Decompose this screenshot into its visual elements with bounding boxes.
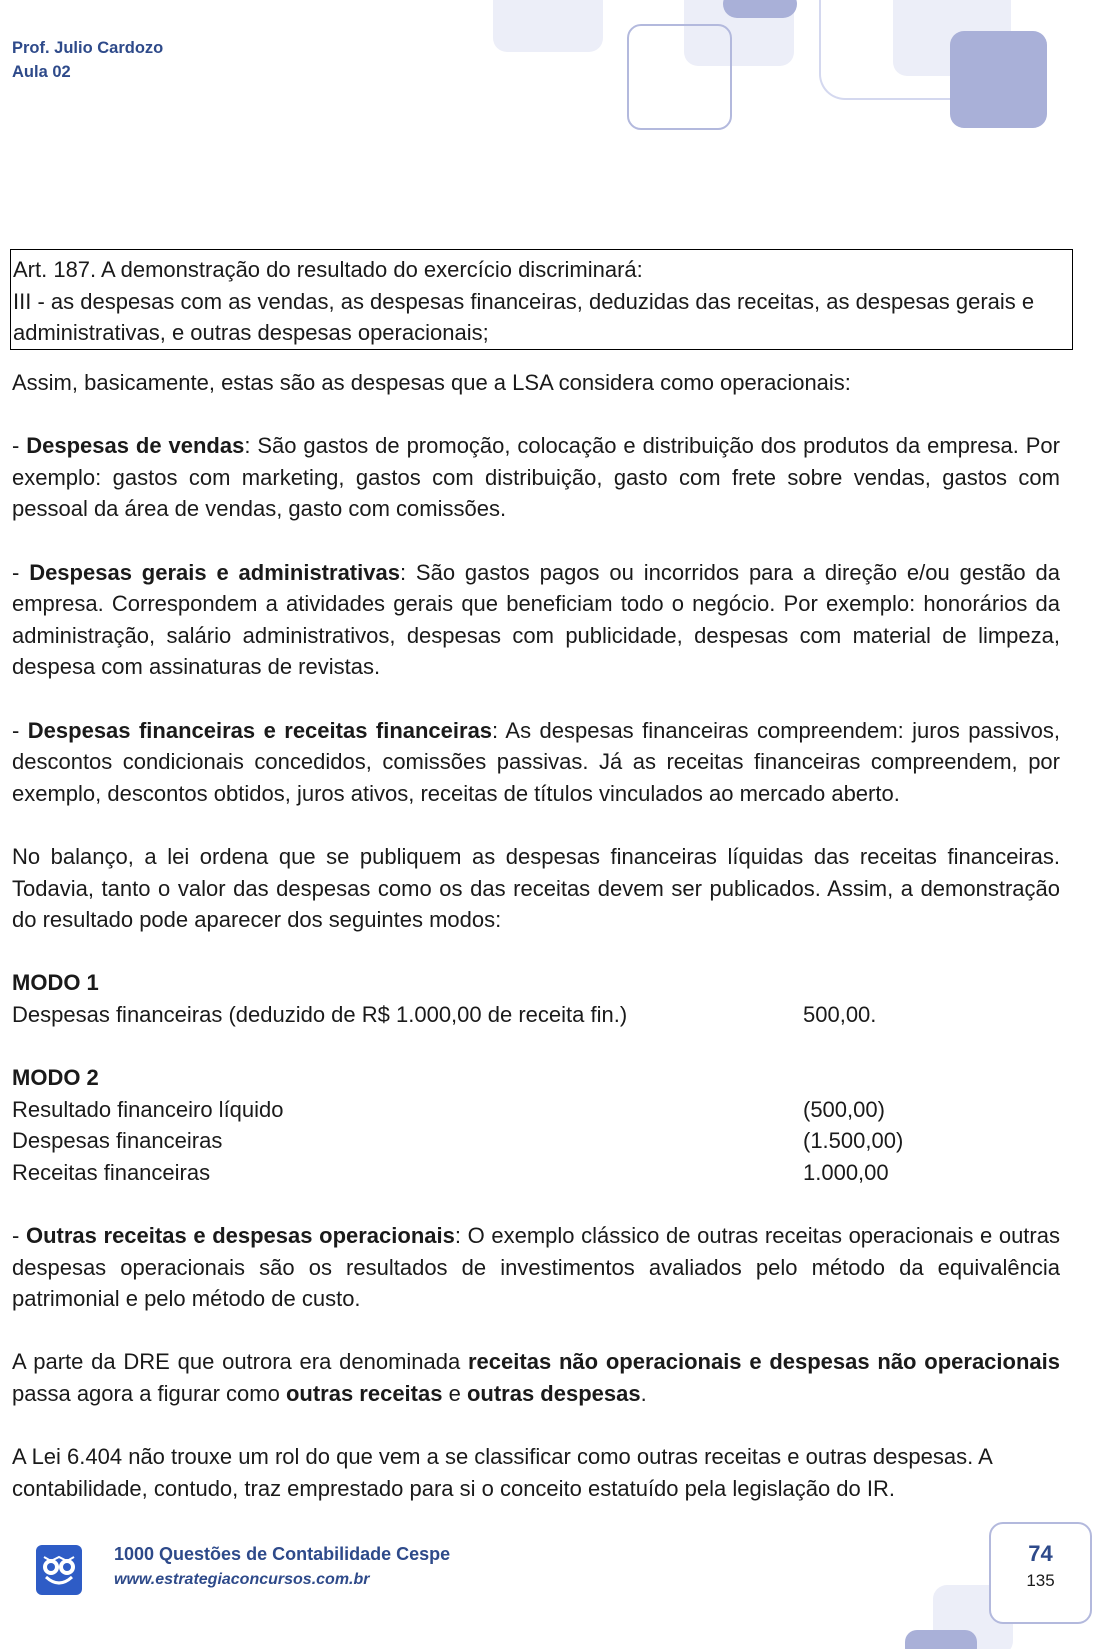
modo2-title: MODO 2	[12, 1065, 99, 1091]
modo1-title: MODO 1	[12, 970, 99, 996]
intro-paragraph: Assim, basicamente, estas são as despesas que a LSA considera como operacionais:	[12, 370, 851, 395]
lesson-label: Aula 02	[12, 63, 71, 81]
law-article-title: Art. 187. A demonstração do resultado do exercício discriminará:	[13, 257, 643, 282]
paragraph-dre: A parte da DRE que outrora era denominada receitas não operacionais e despesas não operacionais passa agora a figurar como outras receitas e outras despesas.	[12, 1349, 1060, 1406]
value-row: Resultado financeiro líquido (500,00)	[12, 1096, 885, 1122]
paragraph-outras-operacionais: - Outras receitas e despesas operacionais: O exemplo clássico de outras receitas operacionais e outras despesas operacionais são os resultados de investimentos avaliados pelo método da equivalência patrimonial e pelo método de custo.	[12, 1223, 1060, 1312]
paragraph-despesas-vendas: - Despesas de vendas: São gastos de promoção, colocação e distribuição dos produtos da empresa. Por exemplo: gastos com marketing, gastos com distribuição, gasto com frete sobre vendas, gastos com pessoal da área de vendas, gasto com comissões.	[12, 433, 1060, 522]
footer-title: 1000 Questões de Contabilidade Cespe	[114, 1544, 451, 1564]
decor-shape	[950, 31, 1047, 128]
law-article-item: III - as despesas com as vendas, as despesas financeiras, deduzidas das receitas, as despesas gerais e administrativas, e outras despesas operacionais;	[13, 288, 1035, 346]
value-row: Despesas financeiras (deduzido de R$ 1.000,00 de receita fin.) 500,00.	[12, 1001, 877, 1027]
decor-outline	[627, 24, 732, 130]
paragraph-lei: A Lei 6.404 não trouxe um rol do que vem a se classificar como outras receitas e outras despesas. A contabilidade, contudo, traz emprestado para si o conceito estatuído pela legislação do IR.	[12, 1444, 992, 1501]
main-content	[12, 367, 1060, 1504]
paragraph-balanco: No balanço, a lei ordena que se publiquem as despesas financeiras líquidas das receitas financeiras. Todavia, tanto o valor das despesas como os das receitas devem ser publicados. Assim, a demonstração do resultado pode aparecer dos seguintes modos:	[12, 843, 1060, 933]
value-row: Despesas financeiras (1.500,00)	[12, 1128, 904, 1154]
decor-shape	[723, 0, 797, 18]
footer-url[interactable]: www.estrategiaconcursos.com.br	[114, 1571, 370, 1588]
owl-logo-icon	[36, 1545, 82, 1595]
page-header	[12, 36, 163, 84]
page-total: 135	[1026, 1571, 1055, 1590]
paragraph-despesas-financeiras: - Despesas financeiras e receitas financeiras: As despesas financeiras compreendem: juros passivos, descontos condicionais concedidos, comissões passivas. Já as receitas financeiras compreendem, por exemplo, descontos obtidos, juros ativos, receitas de títulos vinculados ao mercado aberto.	[12, 717, 1060, 806]
decor-shape	[905, 1630, 977, 1649]
value-row: Receitas financeiras 1.000,00	[12, 1159, 889, 1185]
decor-shape	[493, 0, 603, 52]
page-number: 74	[1028, 1541, 1053, 1566]
paragraph-despesas-gerais: - Despesas gerais e administrativas: São gastos pagos ou incorridos para a direção e/ou gestão da empresa. Correspondem a atividades gerais que beneficiam todo o negócio. Por exemplo: honorários da administração, salário administrativos, despesas com publicidade, despesas com material de limpeza, despesa com assinaturas de revistas.	[12, 559, 1060, 680]
law-quote-box	[10, 249, 1073, 350]
author-name: Prof. Julio Cardozo	[12, 39, 164, 57]
